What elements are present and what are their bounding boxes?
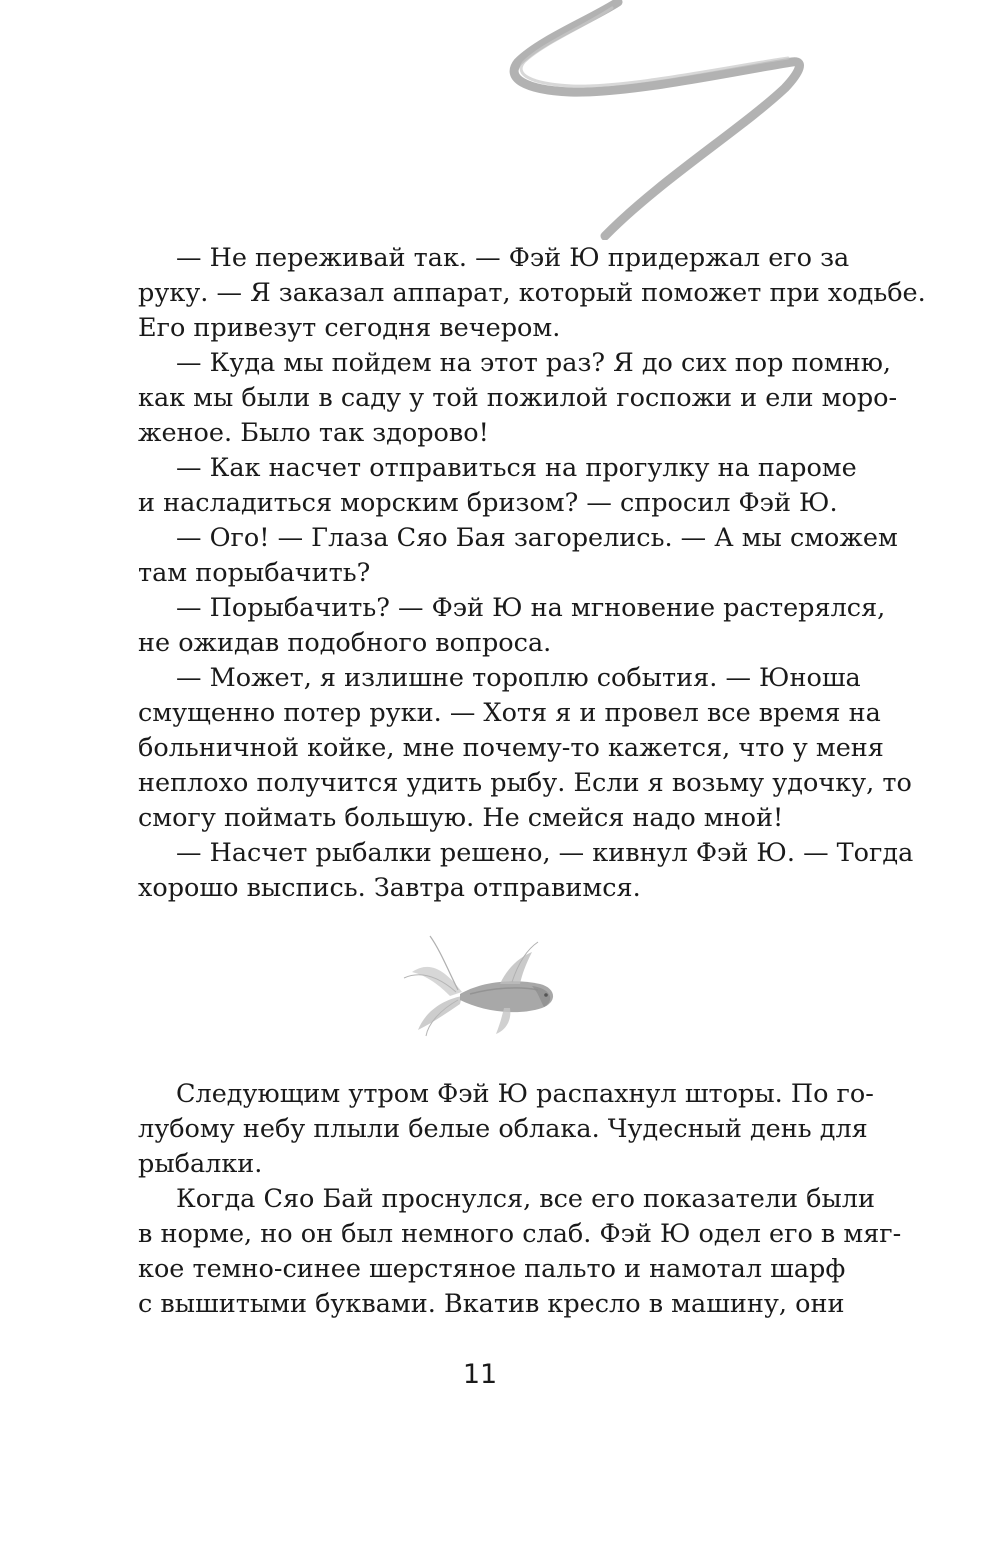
text-line: смогу поймать большую. Не смейся надо мной! <box>138 803 784 833</box>
text-line: неплохо получится удить рыбу. Если я возьму удочку, то <box>138 768 912 798</box>
text-line: руку. — Я заказал аппарат, который поможет при ходьбе. <box>138 278 926 308</box>
text-line: Его привезут сегодня вечером. <box>138 313 561 343</box>
text-line: — Порыбачить? — Фэй Ю на мгновение растерялся, <box>176 593 886 623</box>
text-line: как мы были в саду у той пожилой госпожи и ели моро- <box>138 383 898 413</box>
page-number: 11 <box>462 1359 498 1390</box>
text-section-one <box>138 241 926 906</box>
text-section-two <box>138 1077 902 1322</box>
text-line: больничной койке, мне почему-то кажется, что у меня <box>138 733 884 763</box>
fish-ornament <box>400 930 565 1040</box>
text-line: в норме, но он был немного слаб. Фэй Ю одел его в мяг- <box>138 1219 902 1249</box>
text-line: — Ого! — Глаза Сяо Бая загорелись. — А мы сможем <box>176 523 898 553</box>
text-line: хорошо выспись. Завтра отправимся. <box>138 873 641 903</box>
text-line: — Куда мы пойдем на этот раз? Я до сих пор помню, <box>176 348 892 378</box>
text-line: и насладиться морским бризом? — спросил Фэй Ю. <box>138 488 838 518</box>
text-line: — Может, я излишне тороплю события. — Юноша <box>176 663 861 693</box>
text-line: кое темно-синее шерстяное пальто и намотал шарф <box>138 1254 846 1284</box>
text-line: — Не переживай так. — Фэй Ю придержал его за <box>176 243 850 273</box>
text-line: не ожидав подобного вопроса. <box>138 628 552 658</box>
text-line: рыбалки. <box>138 1149 263 1179</box>
text-line: женое. Было так здорово! <box>138 418 489 448</box>
text-line: Следующим утром Фэй Ю распахнул шторы. По го- <box>176 1079 874 1109</box>
text-line: Когда Сяо Бай проснулся, все его показатели были <box>176 1184 875 1214</box>
text-line: с вышитыми буквами. Вкатив кресло в машину, они <box>138 1289 845 1319</box>
text-line: — Как насчет отправиться на прогулку на пароме <box>176 453 857 483</box>
text-line: там порыбачить? <box>138 558 371 588</box>
text-line: лубому небу плыли белые облака. Чудесный день для <box>138 1114 868 1144</box>
text-line: — Насчет рыбалки решено, — кивнул Фэй Ю. — Тогда <box>176 838 914 868</box>
brush-swirl-ornament <box>500 0 820 240</box>
text-line: смущенно потер руки. — Хотя я и провел все время на <box>138 698 881 728</box>
